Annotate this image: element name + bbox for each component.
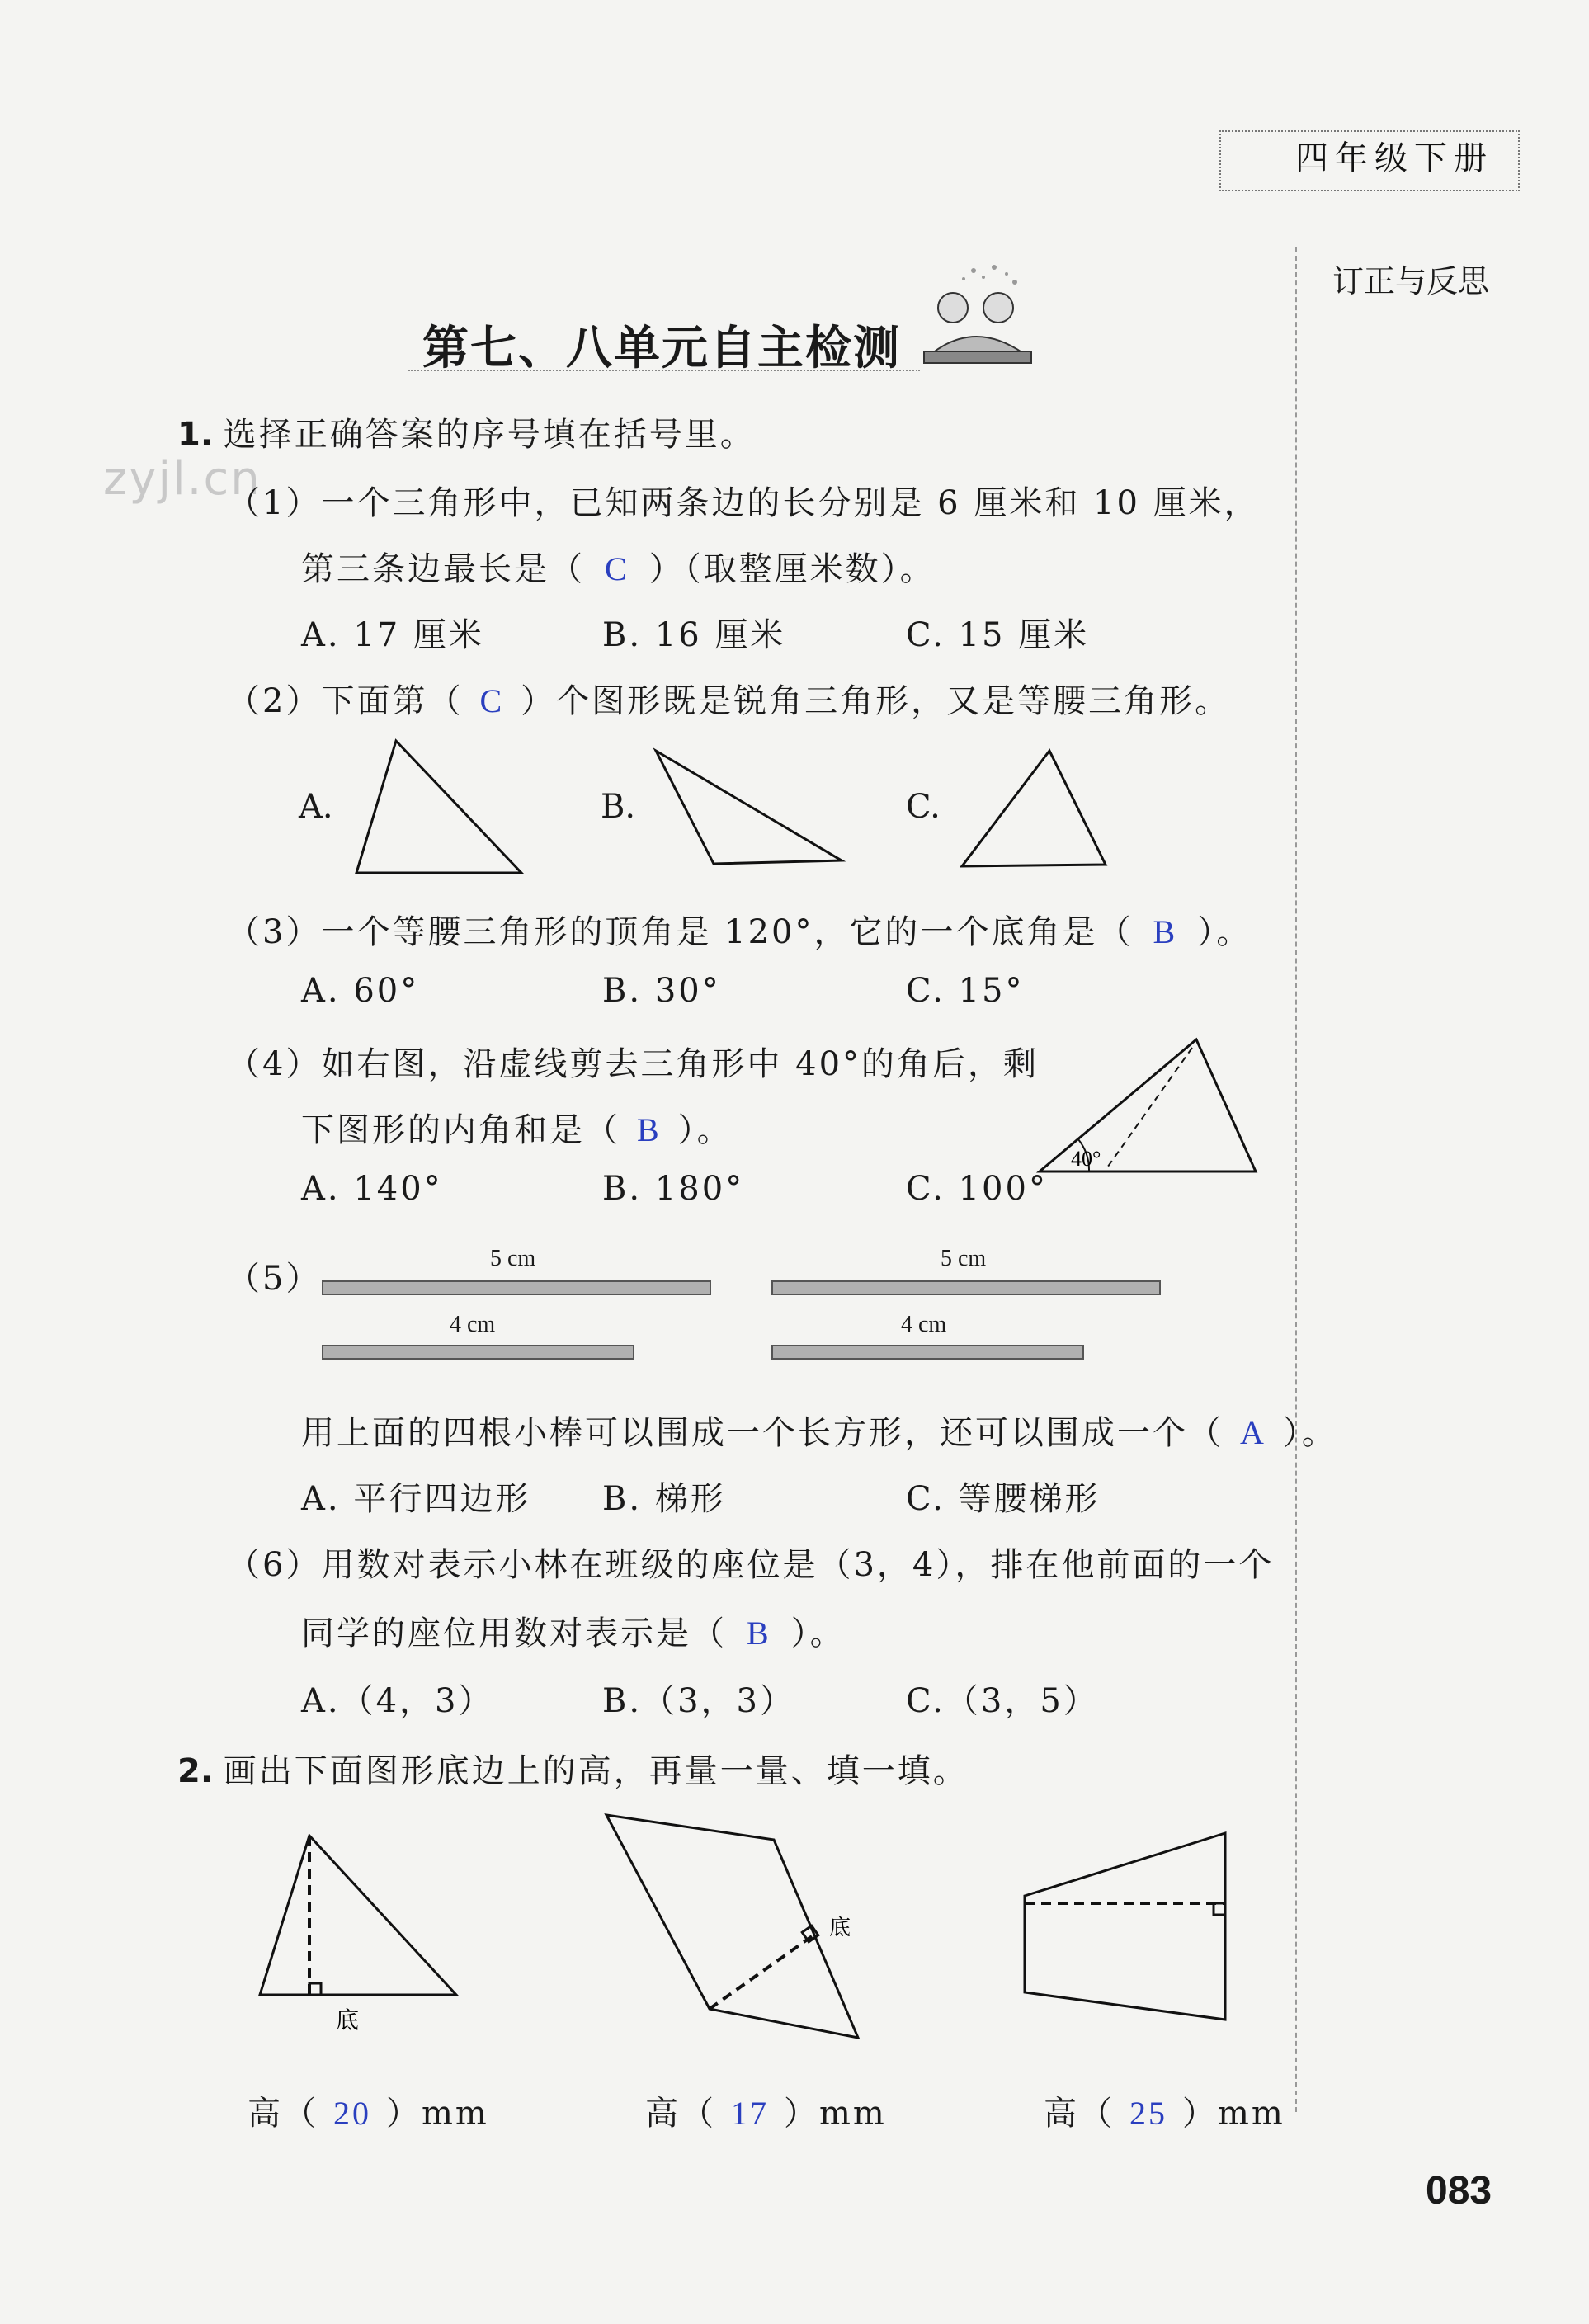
q1-3-option-a: A. 60° xyxy=(301,972,420,1010)
q1-6-post: ）。 xyxy=(790,1615,846,1652)
q1-2-fig-a-label: A. xyxy=(299,788,333,826)
q1-4-option-b: B. 180° xyxy=(602,1170,745,1208)
title-underline xyxy=(408,370,920,371)
q1-2-triangle-b xyxy=(644,738,858,879)
q1-2-answer: C xyxy=(479,682,505,719)
stick-5cm-1 xyxy=(322,1280,711,1295)
stick-5cm-2 xyxy=(771,1280,1161,1295)
q1-4-line1: （4）如右图，沿虚线剪去三角形中 40°的角后，剩 xyxy=(227,1045,1040,1083)
q1-2-triangle-c xyxy=(949,741,1114,881)
q1-5-option-c: C. 等腰梯形 xyxy=(906,1480,1101,1518)
q1-5-number: （5） xyxy=(227,1260,322,1298)
q1-4-answer: B xyxy=(637,1111,662,1148)
grade-label: 四年级下册 xyxy=(1295,139,1493,177)
q1-6-option-a: A.（4，3） xyxy=(301,1682,494,1720)
q2-triangle-figure xyxy=(243,1815,483,2046)
q2-number: 2. xyxy=(177,1752,214,1790)
q1-2-fig-c-label: C. xyxy=(906,788,941,826)
q2-h2-answer: 17 xyxy=(731,2095,769,2132)
q2-h1-post: ）mm xyxy=(386,2095,489,2133)
q1-3-pre: （3）一个等腰三角形的顶角是 120°，它的一个底角是（ xyxy=(227,913,1134,951)
q2-h3-answer: 25 xyxy=(1129,2095,1167,2132)
q1-4-cut-triangle xyxy=(1031,1031,1262,1180)
q2-h1-pre: 高（ xyxy=(248,2095,318,2133)
q1-5-answer: A xyxy=(1240,1414,1266,1451)
q2-h1-answer: 20 xyxy=(333,2095,371,2132)
kids-reading-illustration xyxy=(916,262,1040,370)
stick-label-1: 5 cm xyxy=(490,1246,536,1271)
stick-4cm-2 xyxy=(771,1345,1084,1360)
q1-1-option-a: A. 17 厘米 xyxy=(301,616,484,654)
q2-h3-post: ）mm xyxy=(1182,2095,1285,2133)
stick-label-3: 4 cm xyxy=(450,1312,496,1337)
q1-2-triangle-a xyxy=(347,726,545,883)
q1-2-pre: （2）下面第（ xyxy=(227,682,464,720)
q2-h2-post: ）mm xyxy=(784,2095,887,2133)
q2-height-1 xyxy=(248,2087,489,2134)
q1-4-post: ）。 xyxy=(677,1111,733,1149)
q2-fig2-base-label: 底 xyxy=(829,1916,851,1940)
q1-3-option-c: C. 15° xyxy=(906,972,1025,1010)
q2-h2-pre: 高（ xyxy=(645,2095,716,2133)
q1-text: 选择正确答案的序号填在括号里。 xyxy=(223,416,756,454)
q1-4-option-c: C. 100° xyxy=(906,1170,1048,1208)
sidebar-title: 订正与反思 xyxy=(1332,263,1490,299)
q1-5-line xyxy=(301,1407,1337,1454)
q1-3-option-b: B. 30° xyxy=(602,972,721,1010)
stick-label-2: 5 cm xyxy=(941,1246,987,1271)
q1-6-pre: 同学的座位用数对表示是（ xyxy=(301,1615,727,1652)
q1-1-line2 xyxy=(301,543,936,590)
q1-3-post: ）。 xyxy=(1197,913,1252,951)
q1-5-post: ）。 xyxy=(1282,1414,1337,1452)
q1-6-line1: （6）用数对表示小林在班级的座位是（3，4），排在他前面的一个 xyxy=(227,1546,1275,1584)
q2-trapezoid-figure xyxy=(1015,1823,1246,2029)
q1-5-option-a: A. 平行四边形 xyxy=(301,1480,531,1518)
q2-parallelogram-figure xyxy=(594,1803,891,2050)
q1-1-answer: C xyxy=(605,550,629,587)
q1-3-answer: B xyxy=(1153,913,1178,950)
q2-height-3 xyxy=(1044,2087,1285,2134)
q1-1-option-b: B. 16 厘米 xyxy=(602,616,786,654)
q1-4-line2 xyxy=(301,1104,733,1151)
q1-1-pre: 第三条边最长是（ xyxy=(301,550,585,588)
q1-6-line2 xyxy=(301,1607,846,1654)
q2-fig1-base-label: 底 xyxy=(336,2006,360,2034)
q1-3-line xyxy=(227,906,1252,953)
q1-2-line xyxy=(227,675,1230,722)
sidebar-divider xyxy=(1295,247,1297,2112)
q2-height-2 xyxy=(645,2087,887,2134)
page-title: 第七、八单元自主检测 xyxy=(422,321,901,375)
q1-number: 1. xyxy=(177,416,214,454)
stick-label-4: 4 cm xyxy=(901,1312,947,1337)
q1-1-post: ）（取整厘米数）。 xyxy=(648,550,936,588)
q1-4-option-a: A. 140° xyxy=(301,1170,443,1208)
q1-4-pre: 下图形的内角和是（ xyxy=(301,1111,620,1149)
q1-6-answer: B xyxy=(747,1615,771,1652)
q2-heading xyxy=(177,1745,969,1792)
q1-2-post: ）个图形既是锐角三角形，又是等腰三角形。 xyxy=(521,682,1231,720)
q1-1-option-c: C. 15 厘米 xyxy=(906,616,1090,654)
q2-text: 画出下面图形底边上的高，再量一量、填一填。 xyxy=(223,1752,969,1790)
q2-h3-pre: 高（ xyxy=(1044,2095,1115,2133)
stick-4cm-1 xyxy=(322,1345,634,1360)
q1-6-option-c: C.（3，5） xyxy=(906,1682,1099,1720)
q1-5-pre: 用上面的四根小棒可以围成一个长方形，还可以围成一个（ xyxy=(301,1414,1224,1452)
watermark: zyjl.cn xyxy=(103,452,262,506)
page-number: 083 xyxy=(1426,2169,1492,2213)
q1-heading xyxy=(177,408,756,455)
q1-2-fig-b-label: B. xyxy=(601,788,636,826)
q1-6-option-b: B.（3，3） xyxy=(602,1682,796,1720)
q1-4-angle-label: 40° xyxy=(1071,1147,1101,1171)
q1-5-option-b: B. 梯形 xyxy=(602,1480,726,1518)
q1-1-line1: （1）一个三角形中，已知两条边的长分别是 6 厘米和 10 厘米， xyxy=(227,484,1260,522)
